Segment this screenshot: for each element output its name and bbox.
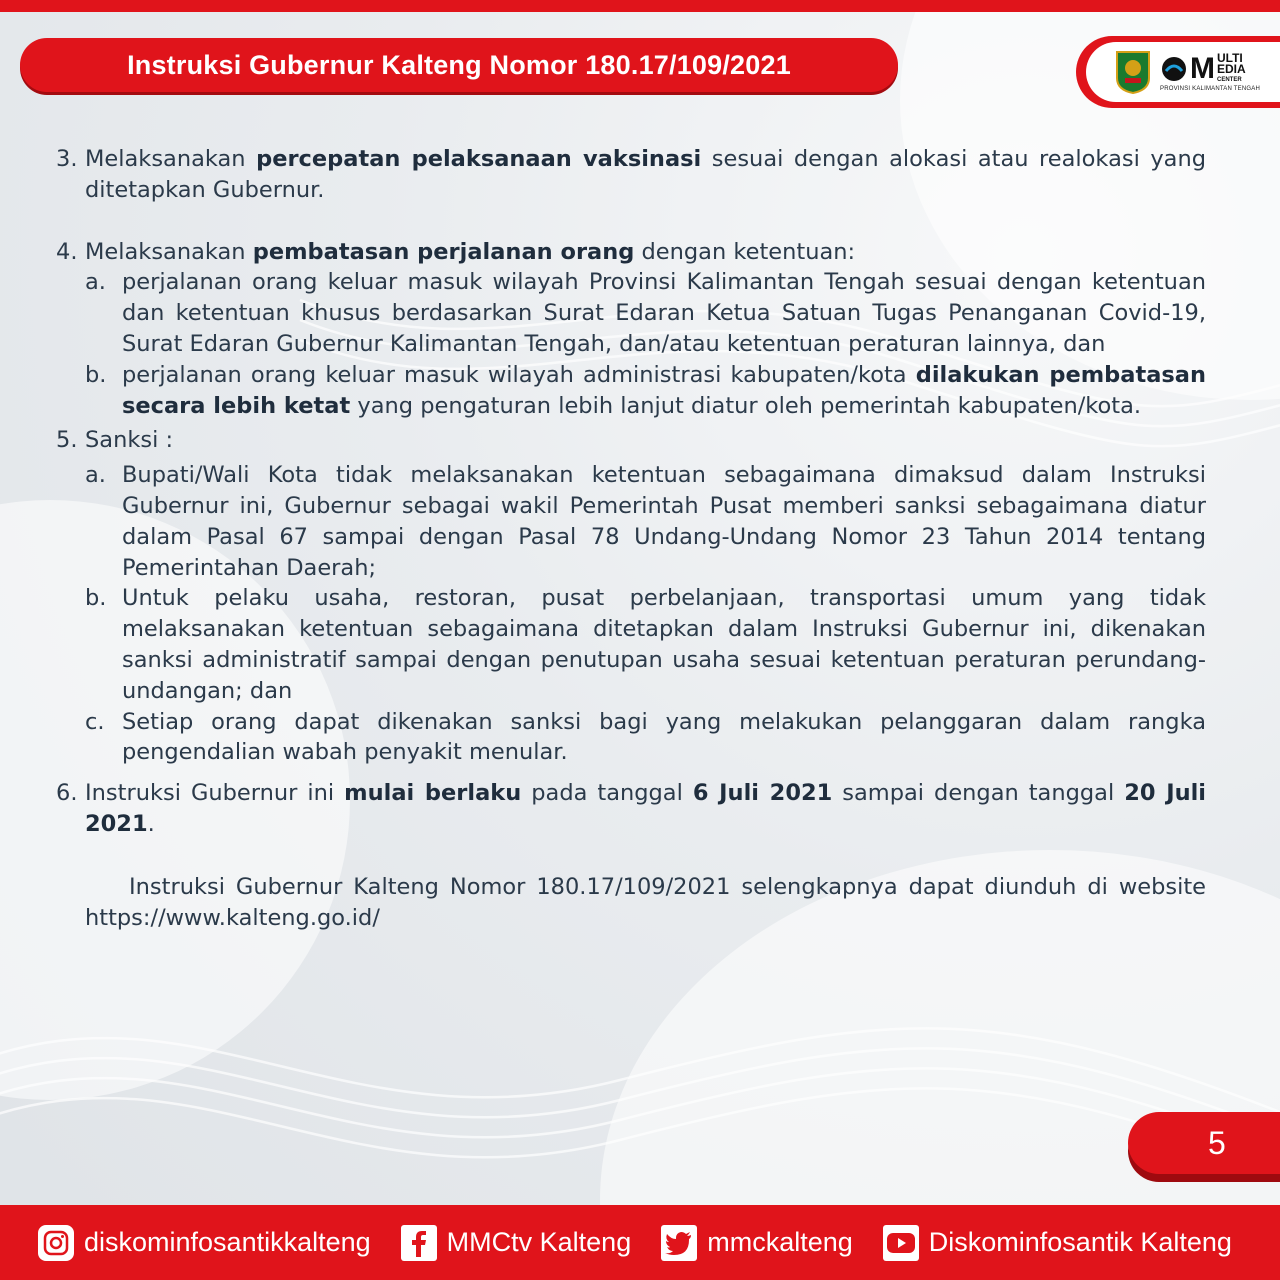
sub-item-letter: a. (85, 269, 106, 296)
mmc-logo-word-1: ULTI (1217, 50, 1243, 65)
page-number: 5 (1208, 1124, 1226, 1161)
bold-text: dilakukan pembatasan secara lebih ketat (122, 361, 1206, 419)
list-item-3 (56, 144, 1206, 206)
mmc-logo-subtitle: PROVINSI KALIMANTAN TENGAH (1160, 85, 1260, 92)
text-segment: dengan ketentuan: (634, 238, 856, 265)
footer-youtube[interactable] (883, 1225, 1232, 1261)
list-item-5 (56, 425, 1206, 456)
top-stripe (0, 0, 1280, 12)
bold-text: mulai berlaku (344, 780, 522, 807)
item-text (85, 778, 1206, 840)
youtube-channel: Diskominfosantik Kalteng (928, 1227, 1232, 1257)
footer-instagram[interactable] (38, 1225, 371, 1261)
footer-facebook[interactable] (401, 1225, 632, 1261)
sub-item-text (122, 360, 1206, 422)
social-footer (0, 1205, 1280, 1280)
facebook-icon (401, 1225, 437, 1261)
twitter-icon (661, 1225, 697, 1261)
twitter-handle: mmckalteng (707, 1227, 853, 1257)
list-item-4 (56, 237, 1206, 268)
sub-item-5a (85, 460, 1206, 583)
sub-item-text: perjalanan orang keluar masuk wilayah Provinsi Kalimantan Tengah sesuai dengan ketentuan dan ketentuan khusus berdasarkan Surat Edaran Ketua Satuan Tugas Penanganan Covid-19, Surat Edaran Gubernur Kalimantan Tengah, dan/atau ketentuan peraturan lainnya, dan (122, 269, 1206, 357)
sub-item-letter: b. (85, 361, 107, 388)
sub-item-4a (85, 267, 1206, 359)
item-number: 5. (56, 427, 78, 454)
sub-item-letter: b. (85, 585, 107, 612)
text-segment: sesuai dengan alokasi atau realokasi yang ditetapkan Gubernur. (85, 146, 1206, 203)
closing-paragraph: Instruksi Gubernur Kalteng Nomor 180.17/109/2021 selengkapnya dapat diunduh di website https://www.kalteng.go.id/ (85, 873, 1206, 931)
sub-item-text: Untuk pelaku usaha, restoran, pusat perbelanjaan, transportasi umum yang tidak melaksanakan ketentuan sebagaimana ditetapkan dalam Instruksi Gubernur ini, dikenakan sanksi administratif sampai dengan penutupan usaha sesuai ketentuan peraturan perundang-undangan; dan (122, 585, 1206, 704)
item-number: 6. (56, 780, 78, 807)
header-title-bar (20, 38, 898, 92)
mmc-circle-icon (1160, 55, 1188, 83)
item-number: 4. (56, 238, 78, 265)
text-segment: pada tanggal (521, 780, 693, 807)
item-text (85, 237, 1206, 268)
bold-text: pembatasan perjalanan orang (252, 238, 635, 265)
bold-text: percepatan pelaksanaan vaksinasi (256, 146, 702, 172)
page-number-tab (1128, 1112, 1280, 1174)
sub-item-text: Setiap orang dapat dikenakan sanksi bagi yang melakukan pelanggaran dalam rangka pengendalian wabah penyakit menular. (122, 708, 1206, 766)
text-segment: Instruksi Gubernur ini (85, 780, 345, 807)
bold-date-end: 20 Juli 2021 (85, 780, 1207, 837)
list-item-6 (56, 778, 1206, 840)
item-text: Sanksi : (85, 427, 174, 454)
facebook-handle: MMCtv Kalteng (446, 1227, 632, 1257)
mmc-logo-letter: M (1190, 52, 1215, 85)
text-segment: Melaksanakan (85, 238, 253, 265)
sub-item-text: Bupati/Wali Kota tidak melaksanakan ketentuan sebagaimana dimaksud dalam Instruksi Gubernur ini, Gubernur sebagai wakil Pemerintah Pusat memberi sanksi sebagaimana diatur dalam Pasal 67 sampai dengan Pasal 78 Undang-Undang Nomor 23 Tahun 2014 tentang Pemerintahan Daerah; (122, 462, 1206, 581)
province-emblem-icon (1114, 50, 1152, 94)
sub-item-5b (85, 583, 1206, 706)
item-text (85, 144, 1206, 206)
text-segment: sampai dengan tanggal (832, 780, 1125, 807)
mmc-logo-word-2: EDIA (1217, 61, 1246, 76)
bold-date-start: 6 Juli 2021 (692, 780, 833, 807)
instagram-handle: diskominfosantikkalteng (84, 1227, 371, 1257)
sub-item-letter: c. (85, 708, 105, 735)
text-segment: perjalanan orang keluar masuk wilayah administrasi kabupaten/kota (122, 361, 916, 388)
text-segment: . (147, 810, 155, 837)
text-segment: Melaksanakan (85, 146, 257, 172)
mmc-logo-word-3: CENTER (1217, 76, 1242, 83)
page-title: Instruksi Gubernur Kalteng Nomor 180.17/109/2021 (127, 49, 791, 80)
sub-item-5c (85, 707, 1206, 769)
multimedia-center-logo (1160, 50, 1260, 92)
sub-item-letter: a. (85, 462, 106, 489)
instruction-content (56, 144, 1206, 933)
logo-container (1086, 42, 1280, 102)
text-segment: yang pengaturan lebih lanjut diatur oleh pemerintah kabupaten/kota. (350, 392, 1142, 419)
instagram-icon (38, 1225, 74, 1261)
footer-twitter[interactable] (661, 1225, 853, 1261)
sub-item-4b (85, 360, 1206, 422)
item-number: 3. (56, 146, 78, 172)
youtube-icon (883, 1225, 919, 1261)
